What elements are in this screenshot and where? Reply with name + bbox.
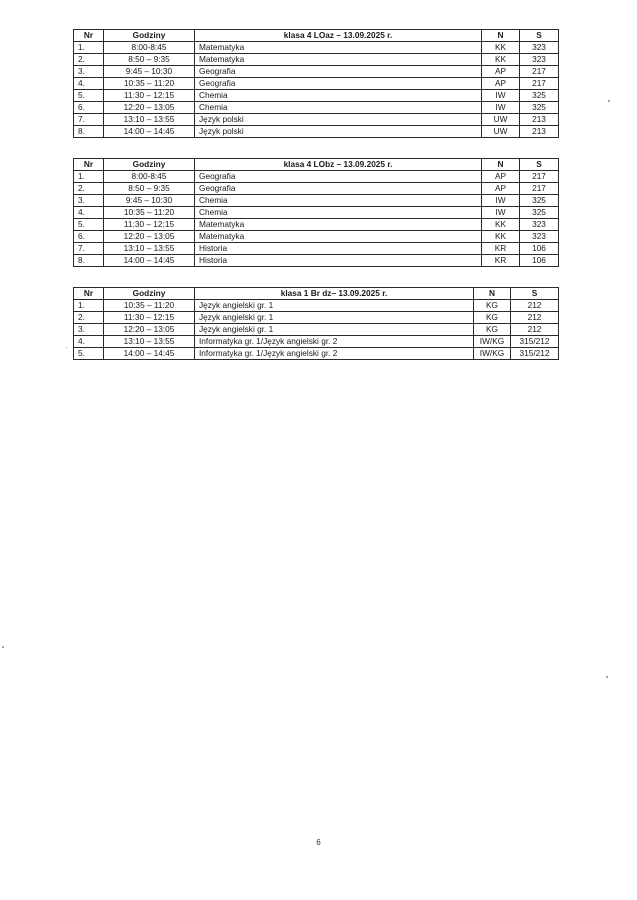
lesson-teacher: IW (482, 207, 520, 219)
header-hours: Godziny (104, 30, 195, 42)
table-row (74, 78, 559, 90)
lesson-teacher: KK (482, 231, 520, 243)
lesson-subject: Język polski (195, 114, 482, 126)
lesson-number: 1. (74, 300, 104, 312)
lesson-hours: 10:35 – 11:20 (104, 207, 195, 219)
lesson-room: 325 (520, 90, 559, 102)
lesson-subject: Geografia (195, 78, 482, 90)
lesson-hours: 9:45 – 10:30 (104, 195, 195, 207)
lesson-room: 323 (520, 54, 559, 66)
lesson-number: 3. (74, 195, 104, 207)
lesson-teacher: AP (482, 66, 520, 78)
table-row (74, 207, 559, 219)
lesson-room: 106 (520, 243, 559, 255)
header-teacher: N (474, 288, 511, 300)
lesson-number: 6. (74, 231, 104, 243)
lesson-number: 5. (74, 348, 104, 360)
lesson-subject: Chemia (195, 195, 482, 207)
lesson-room: 212 (511, 324, 559, 336)
lesson-hours: 11:30 – 12:15 (104, 219, 195, 231)
lesson-hours: 8:50 – 9:35 (104, 183, 195, 195)
table-row (74, 66, 559, 78)
lesson-room: 217 (520, 171, 559, 183)
lesson-room: 323 (520, 219, 559, 231)
lesson-hours: 13:10 – 13:55 (104, 243, 195, 255)
lesson-room: 325 (520, 207, 559, 219)
schedule-table-4lobz (73, 158, 559, 267)
lesson-number: 8. (74, 255, 104, 267)
lesson-room: 323 (520, 42, 559, 54)
lesson-subject: Chemia (195, 90, 482, 102)
lesson-teacher: IW (482, 90, 520, 102)
table-row (74, 324, 559, 336)
header-class-title: klasa 4 LOaz – 13.09.2025 r. (195, 30, 482, 42)
lesson-number: 2. (74, 312, 104, 324)
lesson-room: 217 (520, 78, 559, 90)
table-row (74, 114, 559, 126)
lesson-number: 8. (74, 126, 104, 138)
lesson-teacher: KK (482, 219, 520, 231)
table-row (74, 126, 559, 138)
lesson-hours: 9:45 – 10:30 (104, 66, 195, 78)
lesson-subject: Język angielski gr. 1 (195, 324, 474, 336)
lesson-teacher: KR (482, 243, 520, 255)
lesson-teacher: IW/KG (474, 348, 511, 360)
table-header-row (74, 288, 559, 300)
lesson-room: 325 (520, 102, 559, 114)
lesson-teacher: KK (482, 42, 520, 54)
lesson-subject: Matematyka (195, 42, 482, 54)
table-row (74, 171, 559, 183)
lesson-subject: Matematyka (195, 54, 482, 66)
lesson-hours: 8:50 – 9:35 (104, 54, 195, 66)
header-class-title: klasa 1 Br dz– 13.09.2025 r. (195, 288, 474, 300)
lesson-hours: 14:00 – 14:45 (104, 348, 195, 360)
lesson-room: 325 (520, 195, 559, 207)
header-room: S (511, 288, 559, 300)
lesson-number: 4. (74, 207, 104, 219)
lesson-subject: Historia (195, 255, 482, 267)
lesson-subject: Matematyka (195, 231, 482, 243)
lesson-subject: Chemia (195, 207, 482, 219)
lesson-number: 3. (74, 324, 104, 336)
lesson-room: 213 (520, 126, 559, 138)
lesson-teacher: AP (482, 183, 520, 195)
lesson-room: 213 (520, 114, 559, 126)
lesson-room: 323 (520, 231, 559, 243)
lesson-subject: Historia (195, 243, 482, 255)
lesson-number: 6. (74, 102, 104, 114)
table-row (74, 183, 559, 195)
header-teacher: N (482, 159, 520, 171)
header-room: S (520, 30, 559, 42)
lesson-hours: 10:35 – 11:20 (104, 300, 195, 312)
lesson-hours: 8:00-8:45 (104, 42, 195, 54)
lesson-number: 3. (74, 66, 104, 78)
table-header-row (74, 159, 559, 171)
table-header-row (74, 30, 559, 42)
lesson-teacher: KK (482, 54, 520, 66)
lesson-subject: Informatyka gr. 1/Język angielski gr. 2 (195, 336, 474, 348)
lesson-room: 212 (511, 300, 559, 312)
lesson-subject: Geografia (195, 183, 482, 195)
header-hours: Godziny (104, 159, 195, 171)
lesson-hours: 13:10 – 13:55 (104, 336, 195, 348)
header-nr: Nr (74, 30, 104, 42)
lesson-hours: 12:20 – 13:05 (104, 102, 195, 114)
table-row (74, 102, 559, 114)
schedule-table-1brdz (73, 287, 559, 360)
header-class-title: klasa 4 LObz – 13.09.2025 r. (195, 159, 482, 171)
lesson-hours: 11:30 – 12:15 (104, 312, 195, 324)
lesson-subject: Matematyka (195, 219, 482, 231)
lesson-teacher: IW (482, 195, 520, 207)
header-nr: Nr (74, 159, 104, 171)
table-row (74, 348, 559, 360)
lesson-teacher: UW (482, 114, 520, 126)
lesson-room: 315/212 (511, 348, 559, 360)
lesson-number: 1. (74, 42, 104, 54)
lesson-subject: Geografia (195, 66, 482, 78)
lesson-teacher: AP (482, 78, 520, 90)
lesson-number: 2. (74, 183, 104, 195)
lesson-hours: 14:00 – 14:45 (104, 255, 195, 267)
table-row (74, 336, 559, 348)
lesson-room: 106 (520, 255, 559, 267)
scan-speck (608, 100, 610, 102)
scan-speck (2, 646, 4, 648)
table-row (74, 42, 559, 54)
table-row (74, 300, 559, 312)
lesson-number: 4. (74, 78, 104, 90)
lesson-hours: 10:35 – 11:20 (104, 78, 195, 90)
lesson-subject: Język polski (195, 126, 482, 138)
lesson-teacher: IW (482, 102, 520, 114)
lesson-subject: Geografia (195, 171, 482, 183)
scan-speck (606, 676, 608, 678)
header-room: S (520, 159, 559, 171)
lesson-subject: Język angielski gr. 1 (195, 312, 474, 324)
lesson-hours: 13:10 – 13:55 (104, 114, 195, 126)
header-nr: Nr (74, 288, 104, 300)
lesson-teacher: KG (474, 300, 511, 312)
lesson-teacher: KG (474, 324, 511, 336)
scan-speck (66, 347, 67, 348)
header-teacher: N (482, 30, 520, 42)
table-row (74, 195, 559, 207)
lesson-room: 315/212 (511, 336, 559, 348)
table-row (74, 54, 559, 66)
lesson-number: 5. (74, 219, 104, 231)
lesson-hours: 14:00 – 14:45 (104, 126, 195, 138)
table-row (74, 231, 559, 243)
lesson-teacher: KR (482, 255, 520, 267)
lesson-number: 2. (74, 54, 104, 66)
lesson-room: 212 (511, 312, 559, 324)
lesson-hours: 8:00-8:45 (104, 171, 195, 183)
lesson-subject: Informatyka gr. 1/Język angielski gr. 2 (195, 348, 474, 360)
table-row (74, 243, 559, 255)
table-row (74, 255, 559, 267)
lesson-teacher: UW (482, 126, 520, 138)
table-row (74, 90, 559, 102)
table-row (74, 312, 559, 324)
table-row (74, 219, 559, 231)
lesson-number: 5. (74, 90, 104, 102)
lesson-teacher: IW/KG (474, 336, 511, 348)
lesson-room: 217 (520, 183, 559, 195)
schedule-table-4loaz (73, 29, 559, 138)
page-number: 6 (316, 838, 321, 847)
lesson-hours: 12:20 – 13:05 (104, 231, 195, 243)
lesson-number: 1. (74, 171, 104, 183)
lesson-number: 7. (74, 114, 104, 126)
header-hours: Godziny (104, 288, 195, 300)
lesson-number: 7. (74, 243, 104, 255)
lesson-room: 217 (520, 66, 559, 78)
lesson-hours: 12:20 – 13:05 (104, 324, 195, 336)
lesson-subject: Chemia (195, 102, 482, 114)
lesson-hours: 11:30 – 12:15 (104, 90, 195, 102)
lesson-teacher: KG (474, 312, 511, 324)
lesson-number: 4. (74, 336, 104, 348)
lesson-subject: Język angielski gr. 1 (195, 300, 474, 312)
lesson-teacher: AP (482, 171, 520, 183)
